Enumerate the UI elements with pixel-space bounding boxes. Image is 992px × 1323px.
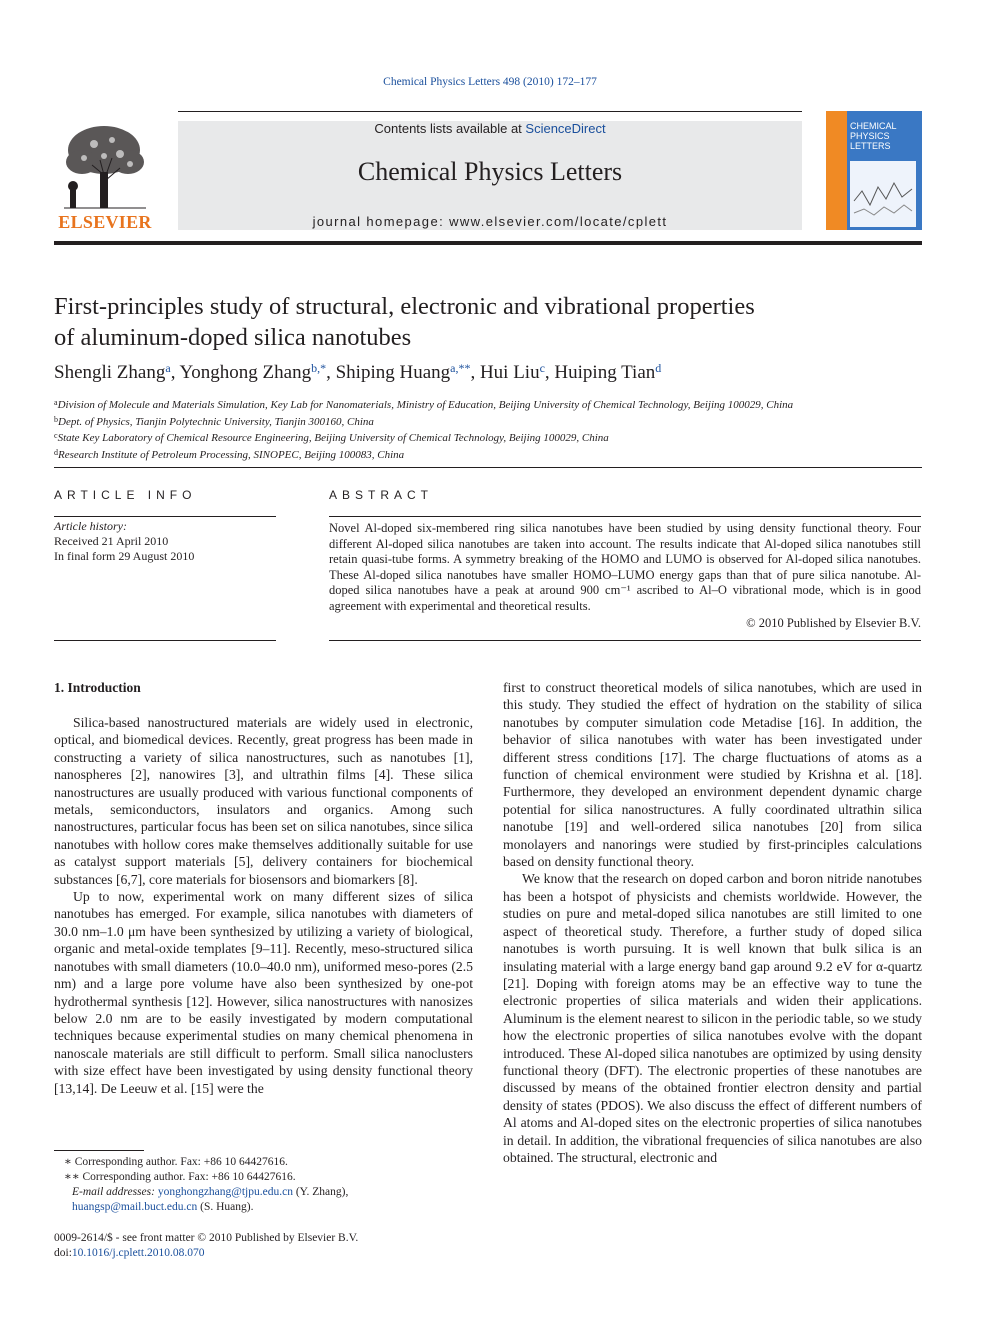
article-title: First-principles study of structural, electronic and vibrational properties of aluminum-doped silica nanotubes — [54, 293, 755, 351]
affiliation: $^c$State Key Laboratory of Chemical Resource Engineering, Beijing University of Chemical Technology, Beijing 100029, China — [54, 431, 609, 444]
cover-figure — [850, 161, 916, 227]
author: Shengli Zhang — [54, 362, 166, 383]
author-list: Shengli Zhang$^a$, Yonghong Zhang$^{b,*}$, Shiping Huang$^{a,**}$, Hui Liu$^c$, Huiping Tian$^d$ — [54, 361, 662, 383]
received-date: Received 21 April 2010 — [54, 534, 169, 548]
page-footer — [54, 1231, 358, 1261]
author-affiliation-mark[interactable]: a,** — [450, 361, 471, 375]
abstract-text: Novel Al-doped six-membered ring silica nanotubes have been studied by using density functional theory. Four different Al-doped silica nanotubes are taken into account. The results indicate that Al-doped silica nanotubes still retain quasi-tube forms. A symmetry breaking of the HOMO and LUMO is observed for Al-doped silica nanotubes. These Al-doped silica nanotubes have smaller HOMO–LUMO energy gaps than that of pure silica nanotube. Al-doped silica nanotubes have a peak at around 900 cm⁻¹ ascribed to Al–O vibrational mode, which is in good agreement with experimental and theoretical results. — [329, 521, 921, 613]
paragraph: Silica-based nanostructured materials are widely used in electronic, optical, and biomedical devices. Recently, great progress has been made in constructing a variety of silica nanostructures, such as nanotubes [1], nanospheres [2], nanowires [3], and ultrathin films [4]. These silica nanostructures are usually produced with various functional components of metals, semiconductors, insulators and organics. Among such nanostructures, particular focus has been set on silica nanotubes, since silica nanotubes with hollow cores make themselves additionally suitable for use as catalyst support materials [5], delivery containers for biochemical substances [6,7], core materials for biosensors and biomarkers [8]. — [54, 715, 473, 887]
author: Hui Liu — [479, 362, 540, 383]
journal-citation[interactable]: Chemical Physics Letters 498 (2010) 172–177 — [383, 76, 597, 88]
affiliation: $^d$Research Institute of Petroleum Processing, SINOPEC, Beijing 100083, China — [54, 447, 405, 461]
article-history — [54, 519, 276, 564]
section-heading: 1. Introduction — [54, 680, 141, 695]
author: Shiping Huang — [335, 362, 451, 383]
author: Huiping Tian — [554, 362, 656, 383]
elsevier-tree-icon — [54, 120, 156, 212]
email-link[interactable]: yonghongzhang@tjpu.edu.cn — [157, 1186, 293, 1198]
footnote-rule — [54, 1150, 144, 1151]
paragraph: We know that the research on doped carbon and boron nitride nanotubes has been a hotspot of physicists and chemists worldwide. However, the studies on pure and metal-doped silica nanotubes are still limited to one aspect of theoretical study. Therefore, a further study of doped silica nanotubes is worth pursuing. It is well known that bulk silica is an insulating material with a large energy band gap around 9.2 eV for α-quartz [21]. Doping with foreign atoms may be an effective way to tune the electronic properties of silica materials and widen their applications. Aluminum is the element nearest to silicon in the periodic table, so we study how the electronic properties of silica nanotubes evolve with the dopant introduced. These Al-doped silica nanotubes are optimized by using density functional theory (DFT). The electronic properties of these nanotubes are discussed by means of the obtained frontier electron density and partial density of states (PDOS). We also discuss the effect of different numbers of Al atoms and Al-doped sites on the electronic properties of silica nanotubes in detail. In addition, the vibrational frequencies of silica nanotubes are also obtained. The structural, electronic and — [503, 871, 922, 1165]
journal-homepage[interactable]: journal homepage: www.elsevier.com/locate/cplett — [312, 214, 668, 229]
final-form-date: In final form 29 August 2010 — [54, 549, 195, 563]
affiliation: $^b$Dept. of Physics, Tianjin Polytechnic University, Tianjin 300160, China — [54, 414, 374, 428]
issn-line: 0009-2614/$ - see front matter © 2010 Published by Elsevier B.V. — [54, 1232, 359, 1244]
left-column — [54, 714, 473, 1097]
footnote: ∗∗ Corresponding author. Fax: +86 10 64427616. — [64, 1171, 296, 1183]
email-link[interactable]: huangsp@mail.buct.edu.cn — [72, 1201, 198, 1213]
footnote: ∗ Corresponding author. Fax: +86 10 64427616. — [64, 1156, 288, 1168]
cover-graph-icon — [850, 161, 916, 227]
elsevier-logo — [54, 120, 156, 232]
paragraph: Up to now, experimental work on many different sizes of silica nanotubes has emerged. For example, silica nanotubes with diameters of 30.0 nm–1.0 μm have been synthesized by utilizing a variety of biological, organic and metal-oxide templates [9–11]. Recently, meso-structured silica nanotubes with small diameters (10.0–40.0 nm), uniformed meso-pores (2.5 nm) and a large pore volume have also been synthesized by one-pot hydrothermal synthesis [12]. However, silica nanostructures with nanosizes below 2.0 nm are to be easily investigated by modern computational techniques because experimental studies on many chemical phenomena in nanoscale materials are still difficult to perform. Small silica nanoclusters with size effect have been investigated by using density functional theory [13,14]. De Leeuw et al. [15] were the — [54, 889, 473, 1096]
author-affiliation-mark[interactable]: c — [539, 361, 545, 375]
cover-stripe — [826, 111, 847, 230]
history-label: Article history: — [54, 519, 127, 533]
affiliation-divider — [54, 467, 922, 468]
sciencedirect-link[interactable]: ScienceDirect — [525, 121, 606, 136]
footnote-emails: E-mail addresses: yonghongzhang@tjpu.edu.cn (Y. Zhang), huangsp@mail.buct.edu.cn (S. Huang). — [72, 1186, 349, 1213]
affiliations — [54, 396, 914, 462]
doi-link[interactable]: 10.1016/j.cplett.2010.08.070 — [71, 1247, 205, 1259]
abstract-rule — [329, 516, 921, 517]
header-rule — [178, 111, 802, 112]
doi-line: doi:10.1016/j.cplett.2010.08.070 — [54, 1247, 205, 1259]
affiliation: $^a$Division of Molecule and Materials Simulation, Key Lab for Nanomaterials, Ministry of Education, Beijing University of Chemical Technology, Beijing 100029, China — [54, 398, 794, 411]
elsevier-wordmark: ELSEVIER — [58, 212, 152, 232]
right-column — [503, 679, 922, 1166]
author: Yonghong Zhang — [179, 362, 312, 383]
article-info-bottom-rule — [54, 640, 276, 641]
abstract-copyright: © 2010 Published by Elsevier B.V. — [746, 616, 921, 630]
abstract-heading: ABSTRACT — [329, 488, 434, 502]
journal-banner — [178, 121, 802, 230]
author-affiliation-mark[interactable]: a — [165, 361, 171, 375]
abstract-bottom-rule — [329, 640, 921, 641]
paragraph: first to construct theoretical models of silica nanotubes, which are used in this study. They studied the effect of hydration on the stability of silica nanotubes by computer simulation code Metadise [16]. In addition, the behavior of silica nanotubes with water has been investigated under different stress conditions [17]. The charge fluctuations of atoms as a function of chemical environment were studied by Krishna et al. [18]. Furthermore, they developed an environment dependent dynamic charge potential for silica nanostructures. A fully coordinated ultrathin silica nanotube [19] and well-ordered silica nanotubes [20] from silica monolayers and nanorings were studied by first-principles calculations based on density functional theory. — [503, 680, 922, 870]
cover-title: CHEMICAL PHYSICS LETTERS — [850, 121, 897, 151]
journal-cover-thumbnail[interactable] — [826, 111, 922, 230]
header-thick-rule — [54, 241, 922, 245]
article-info-heading: ARTICLE INFO — [54, 488, 197, 502]
contents-line: Contents lists available at ScienceDirect — [374, 121, 606, 136]
author-affiliation-mark[interactable]: b,* — [311, 361, 327, 375]
journal-title: Chemical Physics Letters — [357, 157, 623, 186]
footnotes — [54, 1155, 473, 1215]
author-affiliation-mark[interactable]: d — [655, 361, 662, 375]
article-info-rule — [54, 516, 276, 517]
